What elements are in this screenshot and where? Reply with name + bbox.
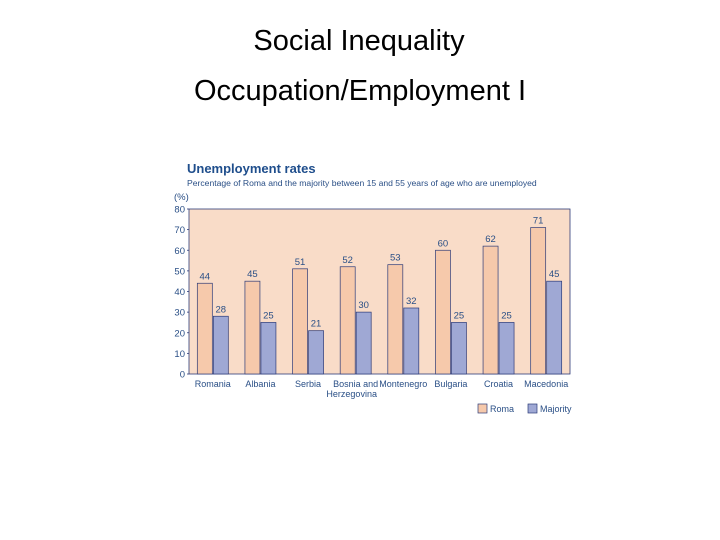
category-label: Serbia — [295, 379, 322, 389]
unemployment-bar-chart — [168, 154, 588, 429]
category-label: Bulgaria — [434, 379, 468, 389]
data-label: 51 — [294, 256, 306, 268]
bar-majority-montenegro — [404, 308, 419, 374]
bar-majority-bulgaria — [451, 322, 466, 374]
bar-majority-albania — [261, 322, 276, 374]
category-label: Montenegro — [379, 379, 428, 389]
bar-roma-macedonia — [531, 228, 546, 374]
category-label: Romania — [194, 379, 231, 389]
data-label: 21 — [310, 318, 322, 330]
y-tick-label: 10 — [174, 348, 185, 360]
data-label: 45 — [247, 269, 258, 281]
category-label: Herzegovina — [326, 389, 377, 399]
data-label: 52 — [342, 254, 353, 266]
y-tick-label: 20 — [174, 328, 185, 340]
y-tick-label: 80 — [174, 204, 185, 216]
category-label: Croatia — [484, 379, 514, 389]
data-label: 53 — [390, 252, 401, 264]
y-tick-label: 30 — [174, 307, 185, 319]
y-tick-label: 60 — [174, 245, 185, 257]
data-label: 44 — [199, 271, 211, 283]
bar-roma-serbia — [293, 269, 308, 374]
y-tick-label: 70 — [174, 225, 185, 237]
data-label: 25 — [453, 310, 465, 322]
data-label: 60 — [437, 238, 449, 250]
data-label: 32 — [406, 296, 417, 307]
data-label: 25 — [263, 310, 274, 322]
data-label: 25 — [501, 310, 512, 322]
legend-swatch-majority — [528, 404, 537, 413]
y-axis-label: (%) — [174, 192, 189, 203]
bar-majority-romania — [213, 316, 228, 374]
legend-swatch-roma — [478, 404, 487, 413]
data-label: 62 — [485, 234, 496, 246]
bar-roma-montenegro — [388, 265, 403, 374]
slide-subtitle: Occupation/Employment I — [193, 75, 527, 107]
y-tick-label: 40 — [174, 287, 185, 298]
category-label: Macedonia — [524, 379, 569, 389]
bar-roma-croatia — [483, 246, 498, 374]
chart-title: Unemployment rates — [187, 161, 316, 176]
bar-roma-romania — [197, 283, 212, 374]
category-label: Bosnia and — [333, 379, 379, 389]
bar-roma-albania — [245, 281, 260, 374]
legend-label-majority: Majority — [540, 404, 572, 414]
bar-majority-bosnia-and-herzegovina — [356, 312, 371, 374]
chart-subtitle: Percentage of Roma and the majority between 15 and 55 years of age who are unemployed — [187, 178, 537, 188]
bar-majority-serbia — [309, 331, 324, 374]
bar-majority-macedonia — [547, 281, 562, 374]
bar-roma-bosnia-and-herzegovina — [340, 267, 355, 374]
y-tick-label: 0 — [179, 369, 185, 381]
category-label: Albania — [245, 379, 276, 389]
bar-roma-bulgaria — [435, 250, 450, 374]
data-label: 71 — [532, 215, 544, 227]
bar-majority-croatia — [499, 322, 514, 374]
data-label: 45 — [548, 269, 560, 281]
legend-label-roma: Roma — [490, 404, 515, 414]
y-tick-label: 50 — [174, 266, 185, 278]
data-label: 28 — [215, 304, 227, 316]
data-label: 30 — [358, 300, 369, 312]
slide-title: Social Inequality — [253, 25, 465, 57]
